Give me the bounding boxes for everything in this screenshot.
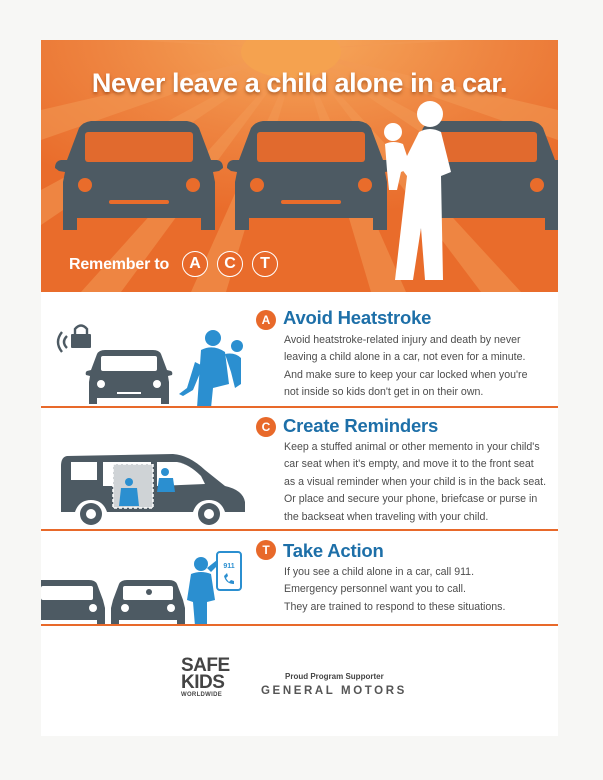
car-front-icon	[41, 580, 105, 626]
act-letter-a: A	[182, 251, 208, 277]
body-line: They are trained to respond to these situations.	[284, 600, 506, 613]
padlock-icon	[71, 326, 91, 349]
car-front-icon	[55, 121, 223, 230]
body-line: Emergency personnel want you to call.	[284, 583, 466, 596]
car-front-icon	[86, 350, 173, 404]
remember-label: Remember to	[69, 256, 170, 273]
logo-safe-text: SAFE	[181, 655, 230, 676]
body-line: Keep a stuffed animal or other memento in your child's	[284, 441, 540, 453]
minivan-icon	[61, 454, 245, 525]
section-a-body	[284, 332, 558, 402]
section-t-illustration	[41, 548, 246, 628]
body-line: the backseat when traveling with your child.	[284, 510, 489, 523]
safe-kids-logo	[181, 655, 230, 698]
section-a-badge: A	[256, 310, 276, 330]
act-letter-t: T	[252, 251, 278, 277]
person-calling-icon	[187, 557, 219, 626]
phone-911-text: 911	[223, 563, 235, 570]
body-line: Avoid heatstroke-related injury and death by never	[284, 334, 521, 346]
car-front-icon	[227, 121, 395, 230]
section-divider	[41, 624, 558, 626]
section-t-body	[284, 564, 558, 616]
section-a-title: Avoid Heatstroke	[283, 307, 432, 328]
section-a-illustration	[55, 322, 245, 408]
body-line: Or place and secure your phone, briefcase or purse in	[284, 493, 538, 506]
car-front-icon	[111, 580, 185, 626]
section-t-badge: T	[256, 540, 276, 560]
adult-holding-child-icon	[179, 330, 243, 408]
body-line: leaving a child alone in a car, not even for a minute.	[284, 351, 526, 364]
phone-911-icon	[217, 552, 241, 590]
section-c-body	[284, 439, 558, 526]
hero-title: Never leave a child alone in a car.	[91, 68, 508, 98]
supporter-label: Proud Program Supporter	[285, 672, 384, 681]
section-divider	[41, 529, 558, 531]
hero-banner	[41, 40, 558, 292]
section-c-badge: C	[256, 417, 276, 437]
body-line: car seat when it's empty, and move it to the front seat	[284, 458, 534, 471]
body-line: If you see a child alone in a car, call 911.	[284, 566, 475, 578]
infographic-page	[41, 40, 558, 736]
logo-kids-text: KIDS	[181, 672, 225, 693]
logo-worldwide-text: WORLDWIDE	[181, 692, 223, 698]
act-letter-c: C	[217, 251, 243, 277]
sponsor-name: GENERAL MOTORS	[261, 685, 407, 697]
section-c-title: Create Reminders	[283, 415, 439, 436]
wireless-signal-icon	[58, 332, 67, 352]
body-line: not inside so kids don't get in on their own.	[284, 386, 484, 399]
body-line: as a visual reminder when your child is in the back seat.	[284, 475, 547, 488]
body-line: And make sure to keep your car locked when you're	[284, 368, 528, 381]
section-c-illustration	[55, 446, 253, 528]
section-divider	[41, 406, 558, 408]
section-t-title: Take Action	[283, 540, 384, 561]
